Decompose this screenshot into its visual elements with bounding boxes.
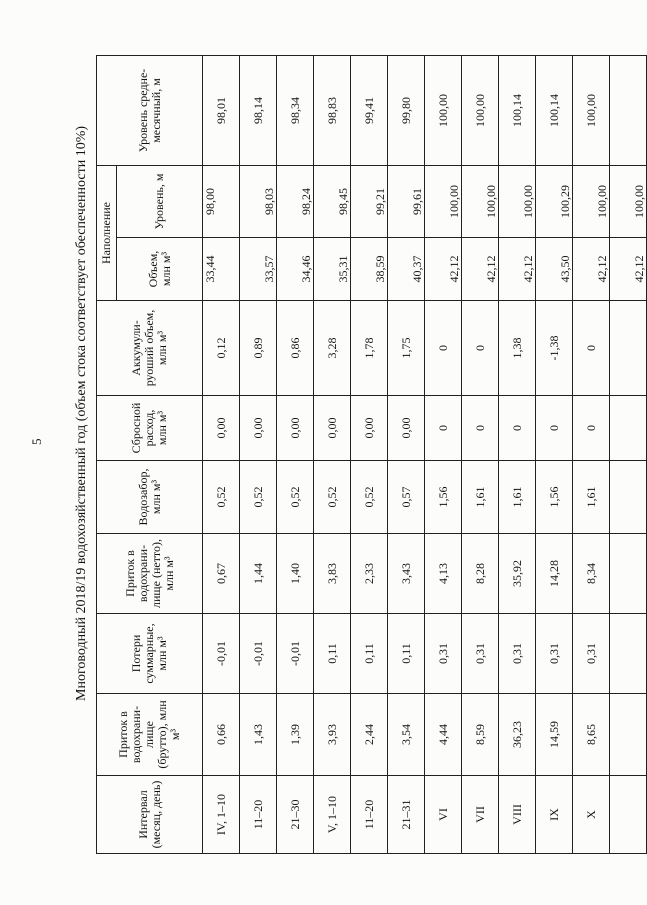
header-interval: Интервал (месяц, день)	[97, 776, 203, 854]
header-volume: Объем, млн м³	[117, 238, 203, 301]
discharge-cell: 0,00	[277, 396, 314, 461]
level-end-value: 99,61	[410, 188, 424, 215]
discharge-cell: 0	[573, 396, 610, 461]
level-end-value: 99,21	[373, 188, 387, 215]
inflow-gross-cell: 4,44	[425, 694, 462, 776]
interval-cell: IV, 1–10	[203, 776, 240, 854]
level-end-value: 98,03	[262, 188, 276, 215]
discharge-cell: 0,00	[388, 396, 425, 461]
inflow-gross-cell: 14,59	[536, 694, 573, 776]
intake-cell: 0,52	[277, 461, 314, 534]
avg-level-cell: 100,00	[462, 55, 499, 165]
inflow-net-cell: 1,44	[240, 534, 277, 614]
losses-cell: 0,31	[462, 614, 499, 694]
inflow-net-cell: 14,28	[536, 534, 573, 614]
inflow-gross-cell: 0,66	[203, 694, 240, 776]
level-cell	[314, 165, 351, 237]
table-row	[610, 55, 647, 853]
inflow-net-cell: 1,40	[277, 534, 314, 614]
discharge-cell: 0	[536, 396, 573, 461]
level-end-value: 98,45	[336, 188, 350, 215]
table-body	[203, 55, 647, 853]
level-end-value: 100,00	[595, 185, 609, 218]
volume-end-value: 42,12	[447, 255, 461, 283]
intake-cell: 0,57	[388, 461, 425, 534]
volume-end-value: 34,46	[299, 255, 313, 283]
volume-end-value: 42,12	[595, 255, 609, 283]
interval-cell: 21–31	[388, 776, 425, 854]
losses-cell: -0,01	[277, 614, 314, 694]
level-cell	[536, 165, 573, 237]
intake-cell: 1,61	[462, 461, 499, 534]
volume-cell	[203, 238, 240, 301]
inflow-net-cell: 4,13	[425, 534, 462, 614]
avg-level-cell: 99,41	[351, 55, 388, 165]
intake-cell: 1,61	[499, 461, 536, 534]
level-start-value: 98,00	[203, 188, 217, 215]
interval-cell: IX	[536, 776, 573, 854]
inflow-gross-cell: 8,59	[462, 694, 499, 776]
table-row	[425, 55, 462, 853]
losses-cell: 0,31	[425, 614, 462, 694]
inflow-gross-cell: 1,43	[240, 694, 277, 776]
accumulated-cell: -1,38	[536, 301, 573, 396]
avg-level-cell: 100,14	[499, 55, 536, 165]
interval-cell: VII	[462, 776, 499, 854]
losses-cell	[610, 614, 647, 694]
discharge-cell: 0	[499, 396, 536, 461]
inflow-gross-cell: 3,93	[314, 694, 351, 776]
accumulated-cell: 0	[425, 301, 462, 396]
avg-level-cell	[610, 55, 647, 165]
volume-start-value: 33,44	[203, 255, 217, 283]
interval-cell: 21–30	[277, 776, 314, 854]
discharge-cell: 0	[425, 396, 462, 461]
volume-cell	[499, 238, 536, 301]
accumulated-cell: 0,12	[203, 301, 240, 396]
table-row	[462, 55, 499, 853]
discharge-cell	[610, 396, 647, 461]
volume-cell	[573, 238, 610, 301]
header-level: Уровень, м	[117, 165, 203, 237]
inflow-net-cell: 2,33	[351, 534, 388, 614]
inflow-net-cell: 35,92	[499, 534, 536, 614]
table-row	[203, 55, 240, 853]
intake-cell	[610, 461, 647, 534]
accumulated-cell: 0	[462, 301, 499, 396]
losses-cell: 0,31	[499, 614, 536, 694]
interval-cell	[610, 776, 647, 854]
header-accumulated: Аккумули-руоший объем, млн м³	[97, 301, 203, 396]
table-row	[351, 55, 388, 853]
avg-level-cell: 99,80	[388, 55, 425, 165]
losses-cell: 0,11	[388, 614, 425, 694]
accumulated-cell: 1,75	[388, 301, 425, 396]
table-row	[388, 55, 425, 853]
level-end-value: 100,00	[632, 185, 646, 218]
level-cell	[573, 165, 610, 237]
intake-cell: 1,61	[573, 461, 610, 534]
inflow-net-cell: 3,83	[314, 534, 351, 614]
discharge-cell: 0,00	[203, 396, 240, 461]
avg-level-cell: 100,14	[536, 55, 573, 165]
level-cell	[240, 165, 277, 237]
losses-cell: 0,11	[351, 614, 388, 694]
losses-cell: 0,31	[573, 614, 610, 694]
interval-cell: VIII	[499, 776, 536, 854]
inflow-gross-cell: 8,65	[573, 694, 610, 776]
volume-cell	[610, 238, 647, 301]
volume-end-value: 35,31	[336, 255, 350, 283]
discharge-cell: 0	[462, 396, 499, 461]
inflow-net-cell	[610, 534, 647, 614]
accumulated-cell	[610, 301, 647, 396]
level-cell	[277, 165, 314, 237]
level-cell	[499, 165, 536, 237]
level-cell	[462, 165, 499, 237]
level-end-value: 100,00	[484, 185, 498, 218]
interval-cell: 11–20	[240, 776, 277, 854]
level-end-value: 100,29	[558, 185, 572, 218]
accumulated-cell: 3,28	[314, 301, 351, 396]
avg-level-cell: 100,00	[425, 55, 462, 165]
table-row	[536, 55, 573, 853]
document-title: Многоводный 2018/19 водохозяйственный год (объем стока соответствует обеспеченности 10%)	[74, 125, 89, 701]
water-balance-table	[96, 55, 647, 854]
level-end-value: 100,00	[521, 185, 535, 218]
intake-cell: 1,56	[425, 461, 462, 534]
accumulated-cell: 1,78	[351, 301, 388, 396]
volume-end-value: 38,59	[373, 255, 387, 283]
discharge-cell: 0,00	[240, 396, 277, 461]
header-avg-level: Уровень средне-месячный, м	[97, 55, 203, 165]
header-filling: Наполнение	[97, 165, 117, 300]
avg-level-cell: 98,34	[277, 55, 314, 165]
level-cell	[203, 165, 240, 237]
volume-end-value: 42,12	[632, 255, 646, 283]
interval-cell: X	[573, 776, 610, 854]
volume-cell	[314, 238, 351, 301]
losses-cell: -0,01	[240, 614, 277, 694]
avg-level-cell: 98,83	[314, 55, 351, 165]
volume-end-value: 43,50	[558, 255, 572, 283]
volume-cell	[240, 238, 277, 301]
inflow-gross-cell: 36,23	[499, 694, 536, 776]
table-header	[97, 55, 203, 853]
level-end-value: 98,24	[299, 188, 313, 215]
page-number: 5	[29, 438, 44, 445]
volume-cell	[388, 238, 425, 301]
level-cell	[610, 165, 647, 237]
volume-end-value: 40,37	[410, 255, 424, 283]
header-losses: Потери суммарные, млн м³	[97, 614, 203, 694]
accumulated-cell: 0,86	[277, 301, 314, 396]
volume-end-value: 42,12	[484, 255, 498, 283]
inflow-net-cell: 3,43	[388, 534, 425, 614]
interval-cell: V, 1–10	[314, 776, 351, 854]
table-row	[277, 55, 314, 853]
table-row	[573, 55, 610, 853]
inflow-net-cell: 8,34	[573, 534, 610, 614]
level-cell	[425, 165, 462, 237]
accumulated-cell: 1,38	[499, 301, 536, 396]
intake-cell: 0,52	[351, 461, 388, 534]
volume-cell	[277, 238, 314, 301]
interval-cell: VI	[425, 776, 462, 854]
level-cell	[351, 165, 388, 237]
avg-level-cell: 98,14	[240, 55, 277, 165]
volume-cell	[425, 238, 462, 301]
table-row	[240, 55, 277, 853]
losses-cell: 0,31	[536, 614, 573, 694]
header-inflow-gross: Приток в водохрани-лище (брутто), млн м³	[97, 694, 203, 776]
avg-level-cell: 98,01	[203, 55, 240, 165]
inflow-gross-cell: 2,44	[351, 694, 388, 776]
table-row	[314, 55, 351, 853]
intake-cell: 0,52	[240, 461, 277, 534]
table-wrapper	[96, 56, 646, 854]
volume-cell	[462, 238, 499, 301]
level-end-value: 100,00	[447, 185, 461, 218]
losses-cell: 0,11	[314, 614, 351, 694]
intake-cell: 0,52	[314, 461, 351, 534]
volume-end-value: 33,57	[262, 255, 276, 283]
inflow-gross-cell	[610, 694, 647, 776]
discharge-cell: 0,00	[351, 396, 388, 461]
inflow-gross-cell: 1,39	[277, 694, 314, 776]
inflow-gross-cell: 3,54	[388, 694, 425, 776]
inflow-net-cell: 8,28	[462, 534, 499, 614]
interval-cell: 11–20	[351, 776, 388, 854]
header-inflow-net: Приток в водохрани-лище (нетто), млн м³	[97, 534, 203, 614]
volume-end-value: 42,12	[521, 255, 535, 283]
accumulated-cell: 0	[573, 301, 610, 396]
table-row	[499, 55, 536, 853]
losses-cell: -0,01	[203, 614, 240, 694]
header-discharge: Сбросной расход, млн м³	[97, 396, 203, 461]
volume-cell	[351, 238, 388, 301]
discharge-cell: 0,00	[314, 396, 351, 461]
header-intake: Водозабор, млн м³	[97, 461, 203, 534]
accumulated-cell: 0,89	[240, 301, 277, 396]
intake-cell: 1,56	[536, 461, 573, 534]
intake-cell: 0,52	[203, 461, 240, 534]
level-cell	[388, 165, 425, 237]
avg-level-cell: 100,00	[573, 55, 610, 165]
inflow-net-cell: 0,67	[203, 534, 240, 614]
volume-cell	[536, 238, 573, 301]
